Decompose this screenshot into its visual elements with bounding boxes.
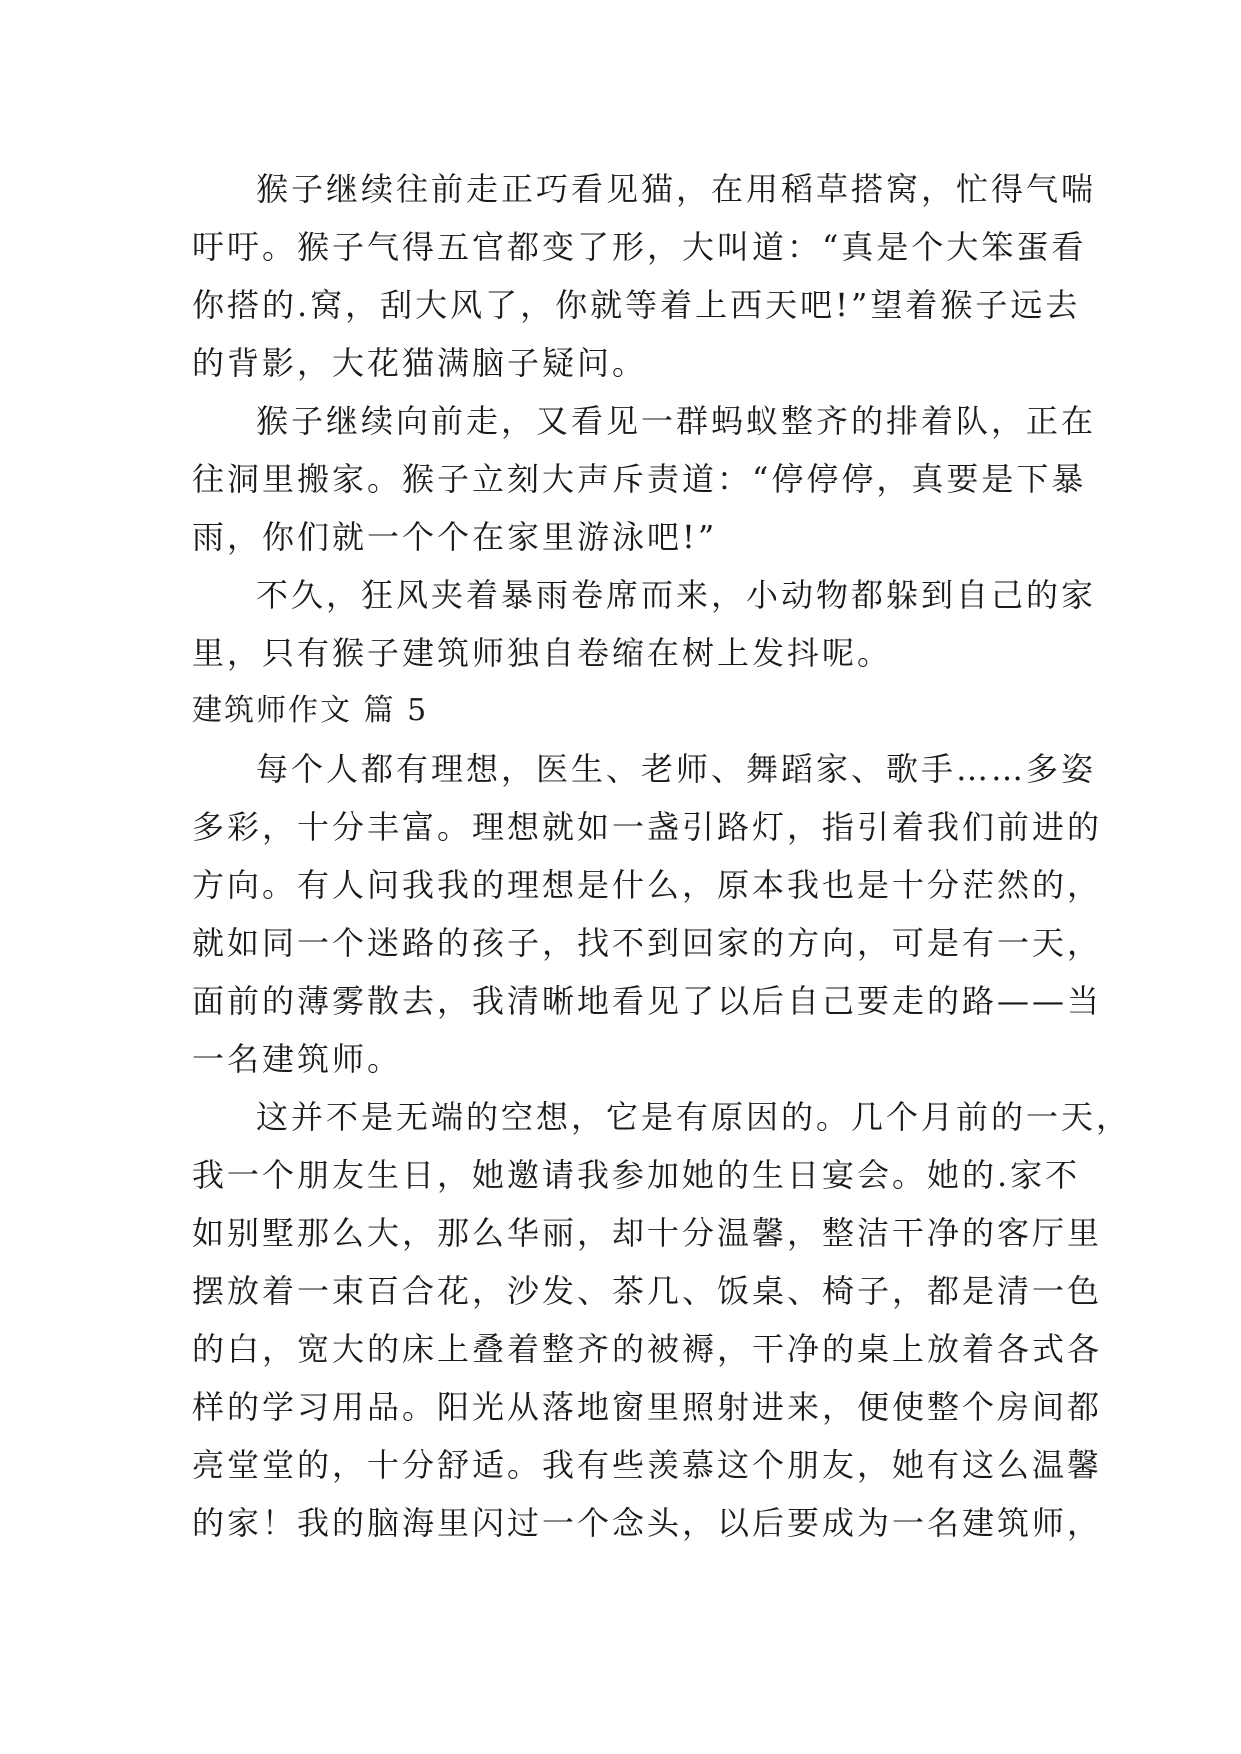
text-line: 我一个朋友生日，她邀请我参加她的生日宴会。她的.家不	[192, 1156, 1081, 1194]
text-line: 里，只有猴子建筑师独自卷缩在树上发抖呢。	[192, 634, 893, 672]
text-line: 吁吁。猴子气得五官都变了形，大叫道：“真是个大笨蛋看	[192, 228, 1087, 266]
text-line: 每个人都有理想，医生、老师、舞蹈家、歌手……多姿	[256, 750, 1097, 788]
text-line: 猴子继续往前走正巧看见猫，在用稻草搭窝，忙得气喘	[256, 170, 1097, 208]
text-line: 就如同一个迷路的孩子，找不到回家的方向，可是有一天，	[192, 924, 1103, 962]
text-line: 雨，你们就一个个在家里游泳吧!”	[192, 518, 718, 556]
document-body	[192, 160, 1132, 1552]
text-line: 不久，狂风夹着暴雨卷席而来，小动物都躲到自己的家	[256, 576, 1097, 614]
text-line: 的背影，大花猫满脑子疑问。	[192, 344, 648, 382]
text-line: 样的学习用品。阳光从落地窗里照射进来，便使整个房间都	[192, 1388, 1103, 1426]
text-line: 一名建筑师。	[192, 1040, 403, 1078]
text-line: 亮堂堂的，十分舒适。我有些羡慕这个朋友，她有这么温馨	[192, 1446, 1103, 1484]
text-line: 的家！我的脑海里闪过一个念头，以后要成为一名建筑师，	[192, 1504, 1103, 1542]
text-line: 多彩，十分丰富。理想就如一盏引路灯，指引着我们前进的	[192, 808, 1103, 846]
text-line: 方向。有人问我我的理想是什么，原本我也是十分茫然的，	[192, 866, 1103, 904]
text-line: 摆放着一束百合花，沙发、茶几、饭桌、椅子，都是清一色	[192, 1272, 1103, 1310]
text-line: 往洞里搬家。猴子立刻大声斥责道：“停停停，真要是下暴	[192, 460, 1087, 498]
text-line: 面前的薄雾散去，我清晰地看见了以后自己要走的路——当	[192, 982, 1103, 1020]
text-line: 你搭的.窝，刮大风了，你就等着上西天吧!”望着猴子远去	[192, 286, 1081, 324]
text-line: 如别墅那么大，那么华丽，却十分温馨，整洁干净的客厅里	[192, 1214, 1103, 1252]
section-heading: 建筑师作文 篇 5	[192, 693, 429, 728]
text-line: 的白，宽大的床上叠着整齐的被褥，干净的桌上放着各式各	[192, 1330, 1103, 1368]
text-line: 这并不是无端的空想，它是有原因的。几个月前的一天，	[256, 1098, 1132, 1136]
text-line: 猴子继续向前走，又看见一群蚂蚁整齐的排着队，正在	[256, 402, 1097, 440]
